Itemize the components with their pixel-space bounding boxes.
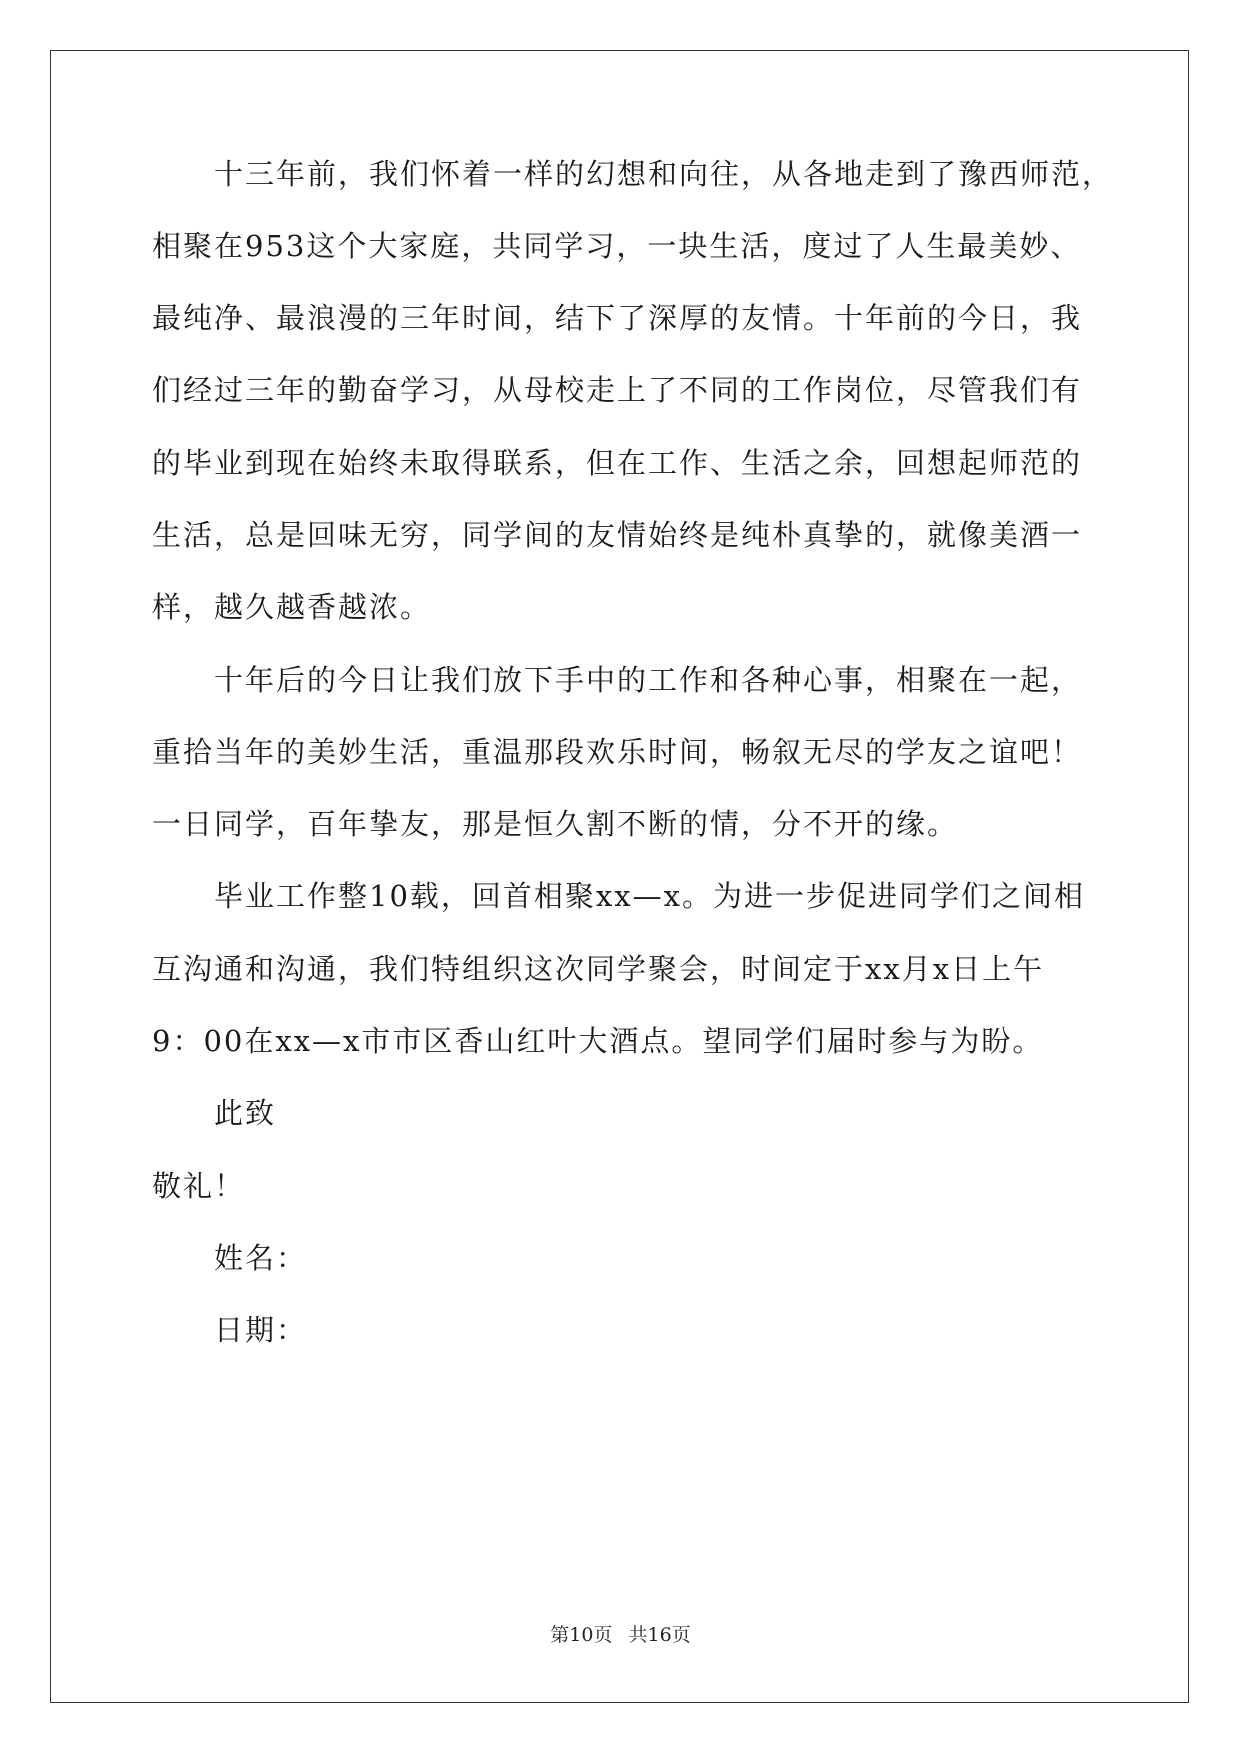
date-field-label: 日期： (214, 1313, 308, 1347)
paragraph-line: 们经过三年的勤奋学习，从母校走上了不同的工作岗位，尽管我们有 (152, 373, 1083, 407)
closing-salutation: 此致 (214, 1096, 277, 1130)
paragraph-line: 毕业工作整10载，回首相聚xx—x。为进一步促进同学们之间相 (214, 879, 1085, 913)
paragraph-line: 生活，总是回味无穷，同学间的友情始终是纯朴真挚的，就像美酒一 (152, 518, 1083, 552)
paragraph-line: 一日同学，百年挚友，那是恒久割不断的情，分不开的缘。 (152, 807, 959, 841)
page-footer (0, 1620, 1241, 1647)
paragraph-line: 样，越久越香越浓。 (152, 590, 432, 624)
paragraph-line: 的毕业到现在始终未取得联系，但在工作、生活之余，回想起师范的 (152, 446, 1083, 480)
page-number: 第10页 (550, 1624, 613, 1646)
paragraph-line: 互沟通和沟通，我们特组织这次同学聚会，时间定于xx月x日上午 (152, 952, 1045, 986)
name-field-label: 姓名： (214, 1241, 308, 1275)
paragraph-line: 十三年前，我们怀着一样的幻想和向往，从各地走到了豫西师范， (214, 157, 1114, 191)
paragraph-line: 9：00在xx—x市市区香山红叶大酒点。望同学们届时参与为盼。 (152, 1024, 1044, 1058)
page-total: 共16页 (628, 1624, 691, 1646)
closing-regards: 敬礼！ (152, 1169, 246, 1203)
paragraph-line: 最纯净、最浪漫的三年时间，结下了深厚的友情。十年前的今日，我 (152, 301, 1083, 335)
paragraph-line: 重拾当年的美妙生活，重温那段欢乐时间，畅叙无尽的学友之谊吧！ (152, 735, 1083, 769)
paragraph-line: 相聚在953这个大家庭，共同学习，一块生活，度过了人生最美妙、 (152, 229, 1082, 263)
paragraph-line: 十年后的今日让我们放下手中的工作和各种心事，相聚在一起， (214, 663, 1083, 697)
